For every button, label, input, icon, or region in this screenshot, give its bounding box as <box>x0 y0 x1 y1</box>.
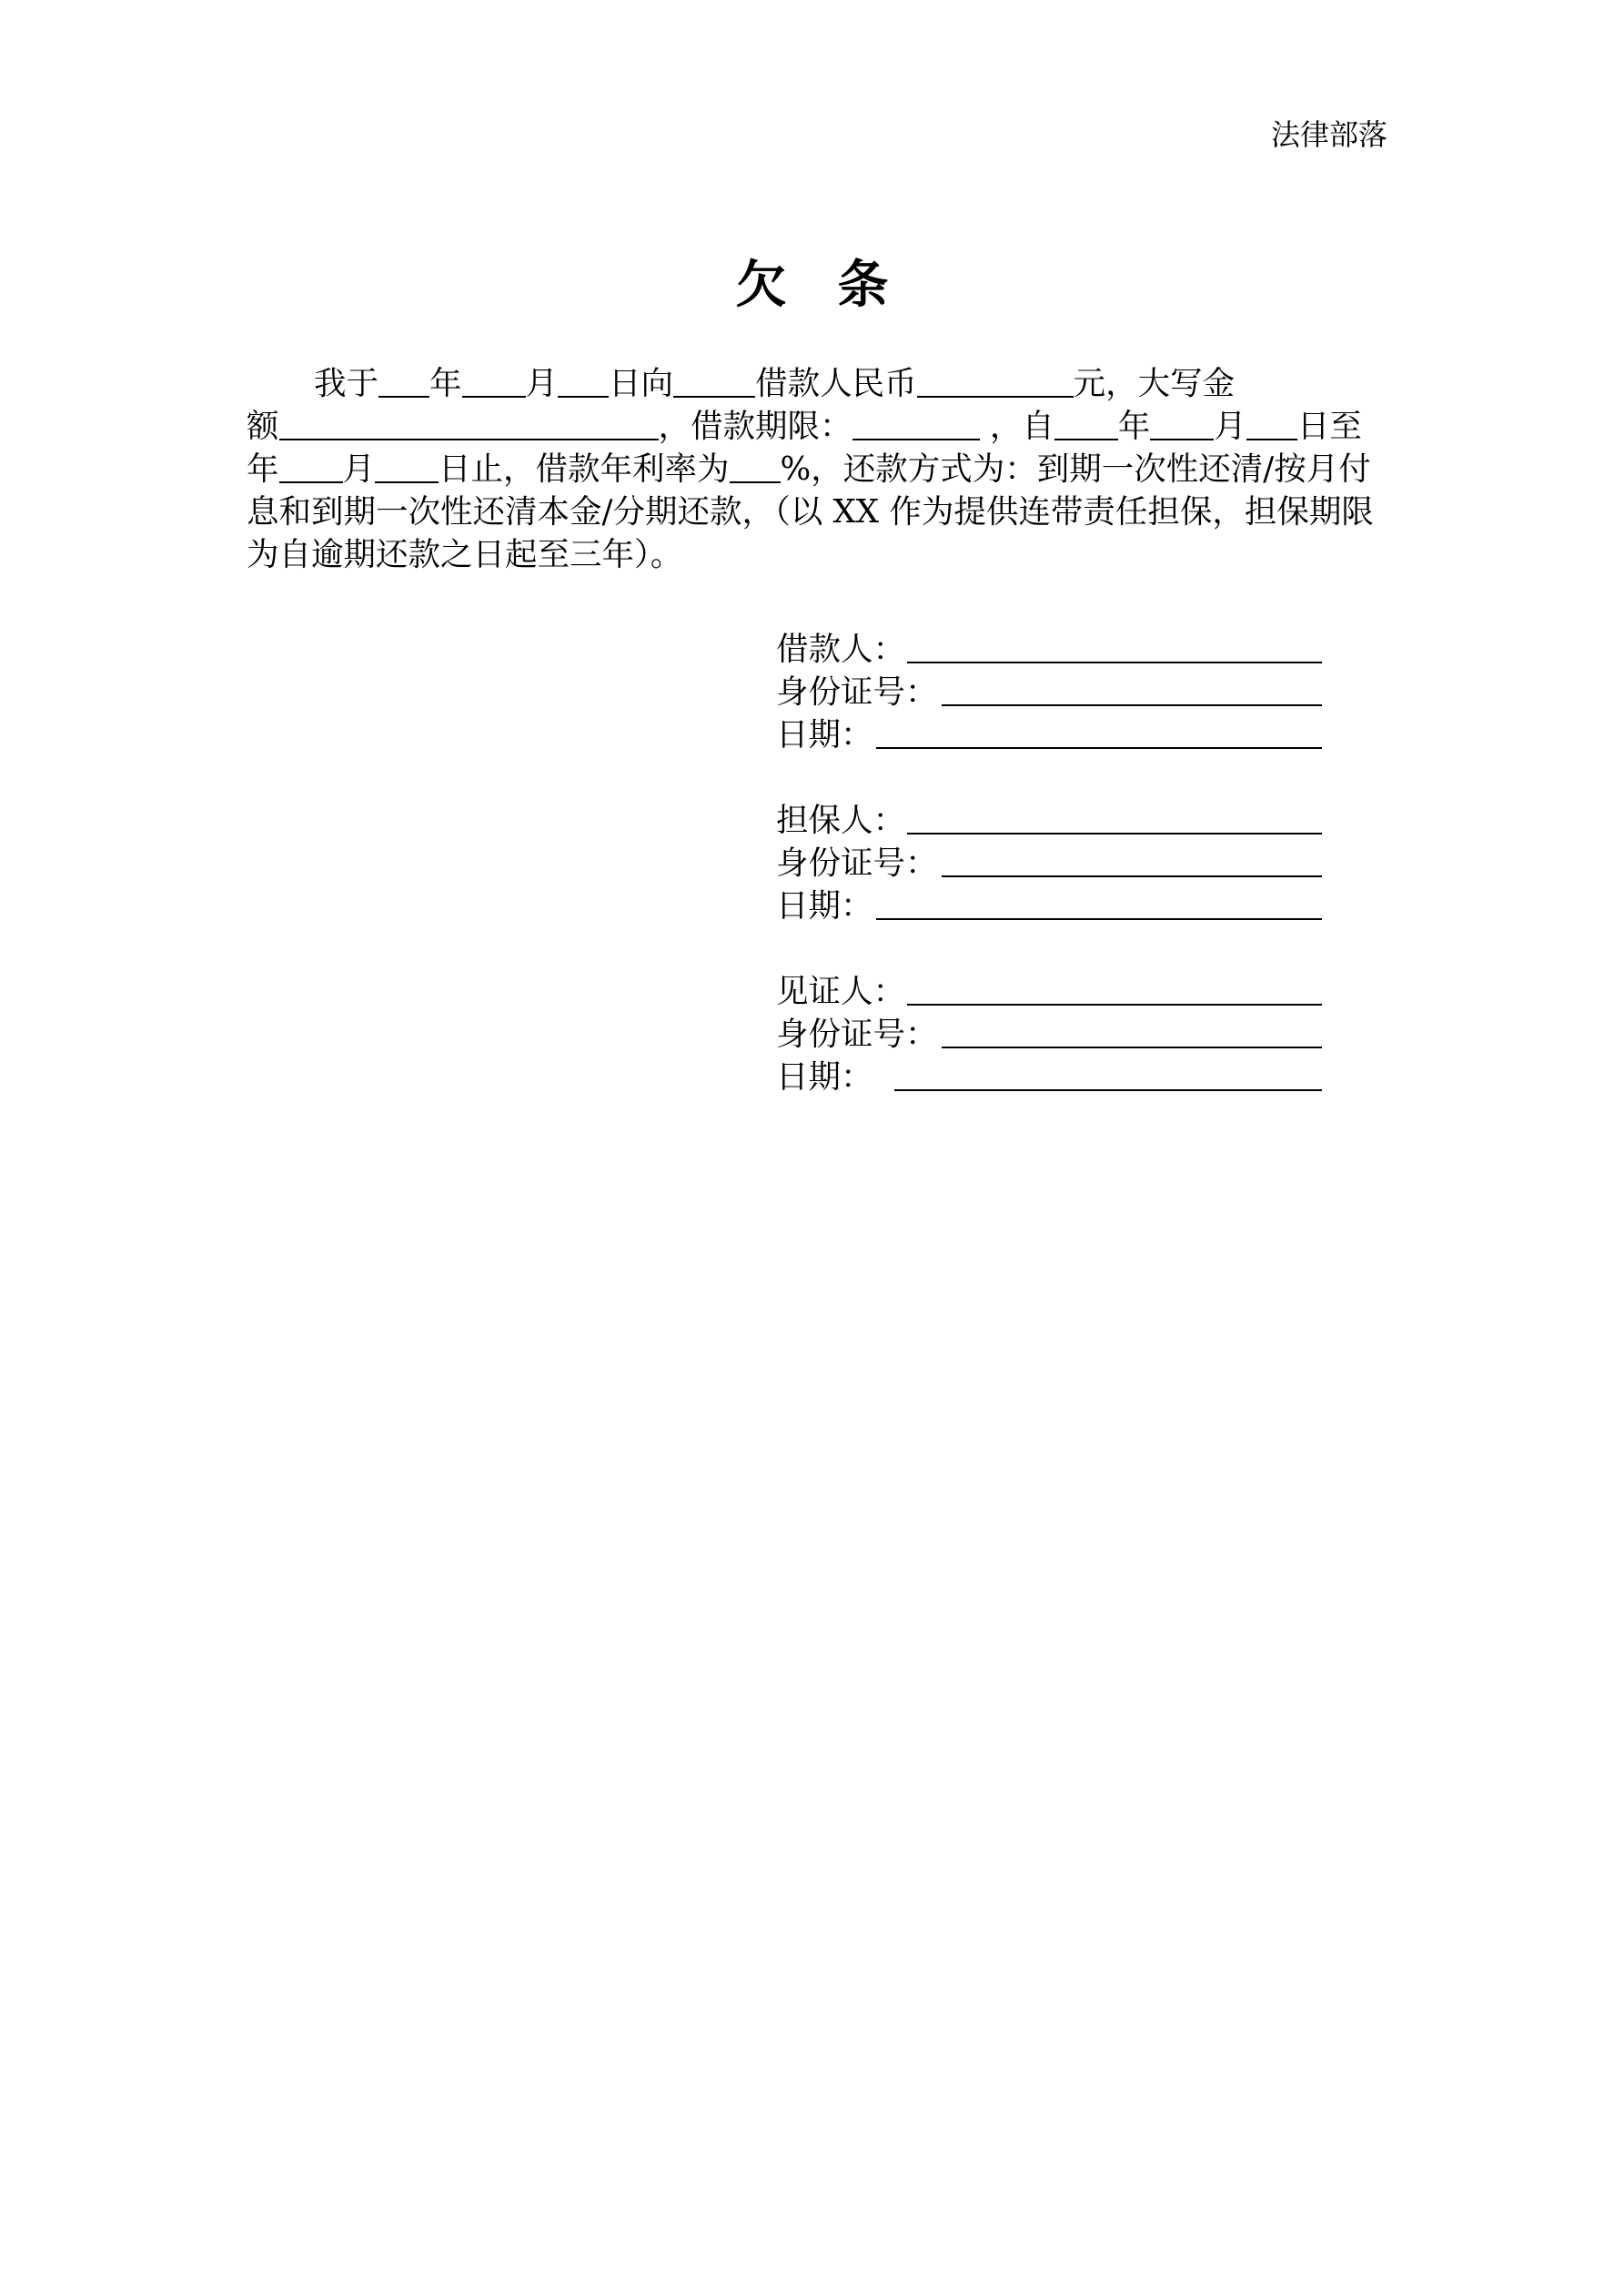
brand-label: 法律部落 <box>1270 117 1387 152</box>
text-fragment: 年 <box>429 365 462 402</box>
borrower-date-label: 日期： <box>776 716 873 754</box>
witness-name-label: 见证人： <box>776 973 906 1010</box>
text-fragment: 借款人民币 <box>755 365 917 402</box>
interest-rate-blank[interactable] <box>730 450 781 483</box>
end-month-blank[interactable] <box>279 450 343 483</box>
start-month-blank[interactable] <box>1150 408 1214 440</box>
witness-id-row <box>776 1013 1322 1056</box>
text-fragment: 年 <box>247 450 279 488</box>
guarantor-name-row <box>776 799 1322 842</box>
text-fragment: ，借款期限： <box>658 408 852 445</box>
guarantor-date-line[interactable] <box>876 918 1322 920</box>
guarantor-name-label: 担保人： <box>776 802 906 839</box>
day-blank[interactable] <box>558 365 609 398</box>
borrower-date-row <box>776 713 1322 756</box>
text-fragment: 元，大写金 <box>1073 365 1236 402</box>
text-fragment: 我于 <box>314 365 379 402</box>
witness-name-row <box>776 970 1322 1013</box>
guarantor-id-line[interactable] <box>942 875 1322 877</box>
witness-id-label: 身份证号： <box>776 1016 938 1053</box>
end-day-blank[interactable] <box>375 450 439 483</box>
borrower-date-line[interactable] <box>876 747 1322 749</box>
witness-date-line[interactable] <box>894 1089 1322 1091</box>
text-fragment: 日向 <box>609 365 674 402</box>
statement-line-1 <box>247 362 1384 405</box>
guarantor-id-label: 身份证号： <box>776 845 938 882</box>
amount-words-blank[interactable] <box>279 408 659 440</box>
month-blank[interactable] <box>462 365 526 398</box>
text-fragment: 年 <box>1117 408 1151 445</box>
guarantor-signature-block <box>776 799 1322 927</box>
statement-line-5: 为自逾期还款之日起至三年）。 <box>247 536 683 573</box>
text-fragment: 日止，借款年利率为 <box>439 450 730 488</box>
loan-statement <box>247 362 1384 576</box>
text-fragment: 月 <box>525 365 559 402</box>
text-fragment: %，还款方式为：到期一次性还清/按月付 <box>780 450 1371 488</box>
year-blank[interactable] <box>378 365 429 398</box>
witness-date-row <box>776 1056 1322 1098</box>
guarantor-date-label: 日期： <box>776 887 873 925</box>
statement-line-2 <box>247 405 1384 448</box>
borrower-id-label: 身份证号： <box>776 673 938 711</box>
witness-id-line[interactable] <box>942 1047 1322 1048</box>
borrower-name-line[interactable] <box>907 662 1322 663</box>
text-fragment: 月 <box>1214 408 1246 445</box>
amount-blank[interactable] <box>917 365 1074 398</box>
document-title: 欠条 <box>735 255 940 315</box>
witness-name-line[interactable] <box>907 1004 1322 1006</box>
borrower-name-label: 借款人： <box>776 631 906 668</box>
text-fragment: 额 <box>247 408 279 445</box>
lender-blank[interactable] <box>673 365 755 398</box>
witness-date-label: 日期： <box>776 1058 873 1096</box>
statement-line-3 <box>247 448 1384 491</box>
text-fragment: 日至 <box>1296 408 1362 445</box>
text-fragment: 月 <box>342 450 376 488</box>
borrower-id-row <box>776 671 1322 713</box>
guarantor-name-line[interactable] <box>907 833 1322 834</box>
guarantor-date-row <box>776 885 1322 927</box>
borrower-name-row <box>776 628 1322 671</box>
statement-line-4: 息和到期一次性还清本金/分期还款，（以 XX 作为提供连带责任担保，担保期限 <box>247 493 1374 531</box>
text-fragment: ，自 <box>979 408 1054 445</box>
loan-term-blank[interactable] <box>852 408 980 440</box>
witness-signature-block <box>776 970 1322 1098</box>
start-day-blank[interactable] <box>1246 408 1297 440</box>
borrower-id-line[interactable] <box>942 704 1322 706</box>
start-year-blank[interactable] <box>1054 408 1118 440</box>
guarantor-id-row <box>776 842 1322 885</box>
borrower-signature-block <box>776 628 1322 756</box>
